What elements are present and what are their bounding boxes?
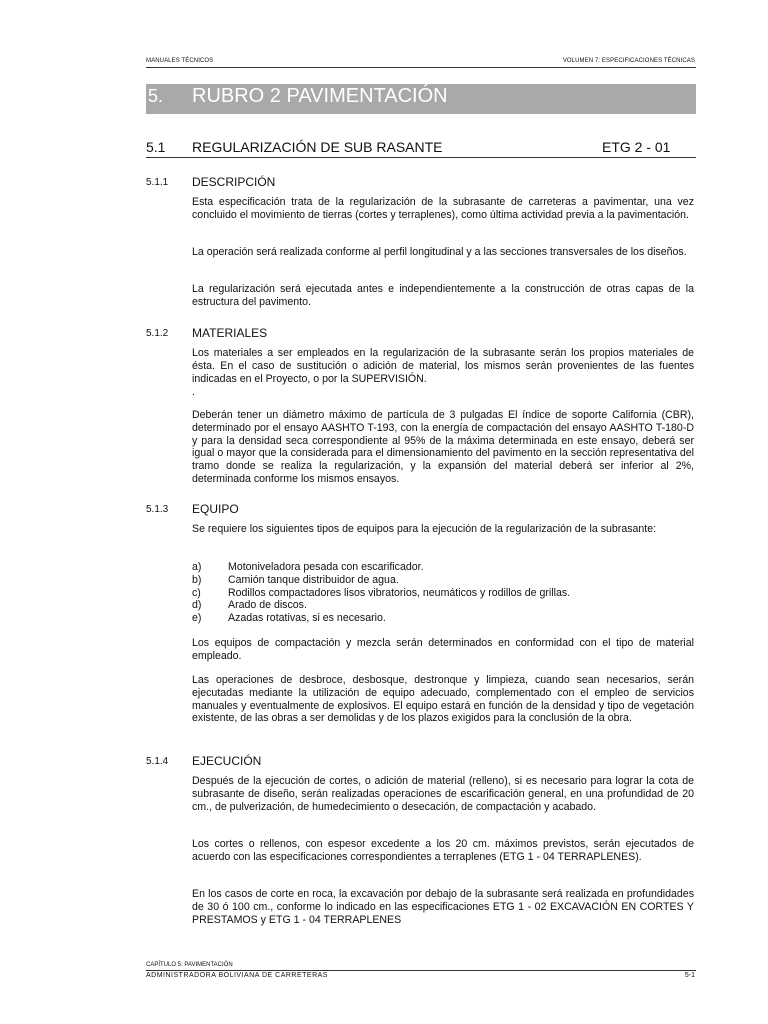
paragraph: Los equipos de compactación y mezcla serán determinados en conformidad con el tipo de material empleado. [192, 637, 694, 662]
subsection-number: 5.1.3 [146, 504, 169, 515]
running-header-right: VOLUMEN 7: ESPECIFICACIONES TÉCNICAS [562, 58, 695, 64]
paragraph: Los cortes o rellenos, con espesor excedente a los 20 cm. máximos previstos, serán ejecutados de acuerdo con las especificaciones correspondientes a terraplenes (ETG 1 - 04 TERRAPLENES). [192, 838, 694, 863]
paragraph: Deberán tener un diámetro máximo de partícula de 3 pulgadas El índice de soporte California (CBR), determinado por el ensayo AASHTO T-193, con la energía de compactación del ensayo AASHTO T-180-D y para la densidad seca correspondiente al 95% de la máxima determinada en este ensayo, deberá ser igual o mayor que la considerada para el dimensionamiento del pavimento en la sección representativa del tramo donde se realiza la regularización, y la expansión del material deberá ser inferior al 2%, determinada conforme los mismos ensayos. [192, 409, 694, 485]
page-number: 5-1 [684, 972, 695, 979]
footer-rule [146, 970, 696, 971]
list-text: Arado de discos. [228, 599, 307, 611]
paragraph: La operación será realizada conforme al perfil longitudinal y a las secciones transversales de los diseños. [192, 246, 687, 258]
section-title: REGULARIZACIÓN DE SUB RASANTE [192, 139, 443, 155]
section-code: ETG 2 - 01 [602, 139, 671, 155]
list-marker: d) [192, 599, 202, 611]
subsection-title: DESCRIPCIÓN [192, 175, 276, 189]
paragraph: Se requiere los siguientes tipos de equipos para la ejecución de la regularización de la subrasante: [192, 523, 657, 535]
subsection-title: EJECUCIÓN [192, 754, 262, 768]
footer-organization: ADMINISTRADORA BOLIVIANA DE CARRETERAS [146, 972, 328, 979]
subsection-number: 5.1.4 [146, 756, 169, 767]
header-rule [146, 67, 696, 68]
list-text: Azadas rotativas, si es necesario. [228, 612, 386, 624]
paragraph: La regularización será ejecutada antes e independientemente a la construcción de otras capas de la estructura del pavimento. [192, 283, 694, 308]
subsection-number: 5.1.2 [146, 328, 169, 339]
paragraph: Después de la ejecución de cortes, o adición de material (relleno), si es necesario para lograr la cota de subrasante de diseño, serán realizadas operaciones de escarificación general, en una profundidad de 20 cm., de pulverización, de humedecimiento o desecación, de compactación y acabado. [192, 775, 694, 813]
stray-dot: . [192, 386, 195, 398]
chapter-number: 5. [148, 86, 164, 106]
list-marker: e) [192, 612, 202, 624]
list-text: Rodillos compactadores lisos vibratorios, neumáticos y rodillos de grillas. [228, 587, 571, 599]
footer-chapter: CAPÍTULO 5: PAVIMENTACIÓN [146, 962, 233, 968]
list-marker: b) [192, 574, 202, 586]
list-marker: c) [192, 587, 201, 599]
subsection-number: 5.1.1 [146, 177, 169, 188]
subsection-title: MATERIALES [192, 326, 268, 340]
chapter-heading-bar [146, 84, 696, 114]
paragraph: Las operaciones de desbroce, desbosque, destronque y limpieza, cuando sean necesarios, serán ejecutadas mediante la utilización de equipo adecuado, complementado con el empleo de servicios manuales y eventualmente de explosivos. El equipo estará en función de la densidad y tipo de vegetación existente, de las obras a ser demolidas y de los plazos exigidos para la conclusión de la obra. [192, 674, 694, 725]
section-rule [146, 157, 696, 158]
paragraph: Esta especificación trata de la regularización de la subrasante de carreteras a pavimentar, una vez concluido el movimiento de tierras (cortes y terraplenes), como última actividad previa a la pavimentación. [192, 196, 694, 221]
paragraph: Los materiales a ser empleados en la regularización de la subrasante serán los propios materiales de ésta. En el caso de sustitución o adición de material, los mismos serán provenientes de las fuentes indicadas en el Proyecto, o por la SUPERVISIÓN. [192, 347, 694, 385]
list-marker: a) [192, 561, 202, 573]
subsection-title: EQUIPO [192, 502, 239, 516]
list-text: Motoniveladora pesada con escarificador. [228, 561, 424, 573]
list-text: Camión tanque distribuidor de agua. [228, 574, 399, 586]
section-number: 5.1 [146, 139, 166, 155]
paragraph: En los casos de corte en roca, la excavación por debajo de la subrasante será realizada en profundidades de 30 ó 100 cm., conforme lo indicado en las especificaciones ETG 1 - 02 EXCAVACIÓN EN CORTES Y PRESTAMOS y ETG 1 - 04 TERRAPLENES [192, 888, 694, 926]
running-header-left: MANUALES TÉCNICOS [146, 58, 214, 64]
chapter-title: RUBRO 2 PAVIMENTACIÓN [192, 85, 448, 107]
